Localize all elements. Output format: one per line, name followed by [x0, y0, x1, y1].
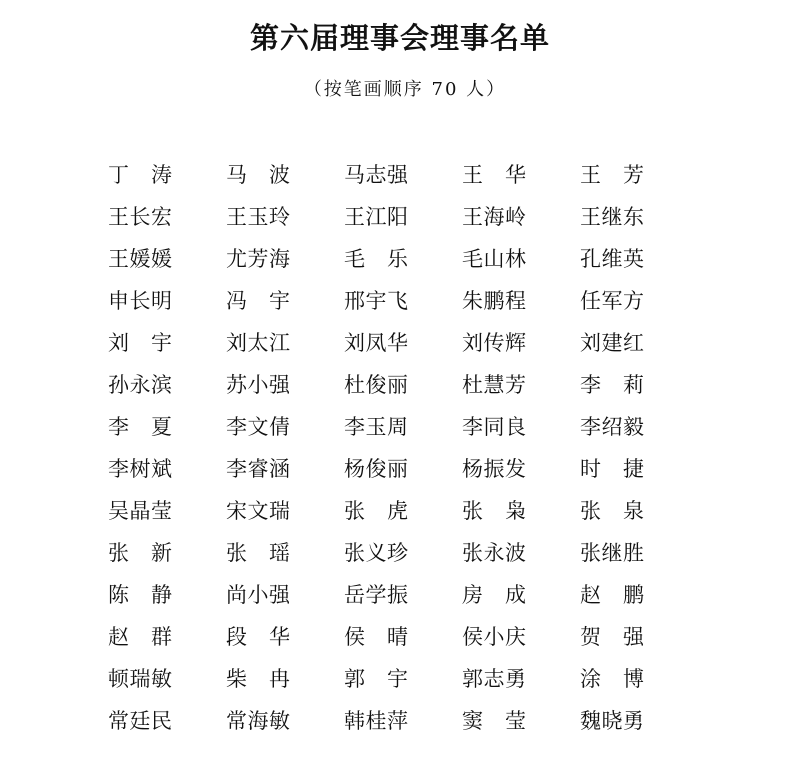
name-entry: 刘 凤 华 — [344, 331, 408, 355]
name-entry: 郭 志 勇 — [462, 667, 526, 691]
name-entry: 刘 传 辉 — [462, 331, 526, 355]
name-entry: 张 永 波 — [462, 541, 526, 565]
name-entry: 王 华 — [462, 163, 526, 187]
name-entry: 李 莉 — [580, 373, 644, 397]
name-entry: 申 长 明 — [108, 289, 172, 313]
name-entry: 尤 芳 海 — [226, 247, 290, 271]
name-entry: 顿 瑞 敏 — [108, 667, 172, 691]
name-entry: 李 睿 涵 — [226, 457, 290, 481]
name-entry: 刘 建 红 — [580, 331, 644, 355]
name-entry: 张 瑶 — [226, 541, 290, 565]
name-entry: 王 海 岭 — [462, 205, 526, 229]
name-entry: 王 玉 玲 — [226, 205, 290, 229]
name-entry: 毛 山 林 — [462, 247, 526, 271]
name-entry: 刘 宇 — [108, 331, 172, 355]
name-entry: 王 芳 — [580, 163, 644, 187]
name-entry: 宋 文 瑞 — [226, 499, 290, 523]
name-entry: 毛 乐 — [344, 247, 408, 271]
name-entry: 张 继 胜 — [580, 541, 644, 565]
name-entry: 张 虎 — [344, 499, 408, 523]
name-entry: 刘 太 江 — [226, 331, 290, 355]
name-entry: 杨 振 发 — [462, 457, 526, 481]
name-entry: 贺 强 — [580, 625, 644, 649]
page-title: 第六届理事会理事名单 — [249, 21, 550, 55]
name-entry: 王 长 宏 — [108, 205, 172, 229]
name-entry: 段 华 — [226, 625, 290, 649]
name-entry: 涂 博 — [580, 667, 644, 691]
name-entry: 魏 晓 勇 — [580, 709, 644, 733]
name-entry: 张 义 珍 — [344, 541, 408, 565]
name-entry: 杜 慧 芳 — [462, 373, 526, 397]
name-entry: 吴 晶 莹 — [108, 499, 172, 523]
name-entry: 赵 群 — [108, 625, 172, 649]
name-entry: 柴 冉 — [226, 667, 290, 691]
name-entry: 房 成 — [462, 583, 526, 607]
name-entry: 马 波 — [226, 163, 290, 187]
name-entry: 韩 桂 萍 — [344, 709, 408, 733]
page-subtitle: （按笔画顺序 70 人） — [303, 79, 507, 100]
name-entry: 孔 维 英 — [580, 247, 644, 271]
name-entry: 马 志 强 — [344, 163, 408, 187]
name-entry: 侯 晴 — [344, 625, 408, 649]
name-entry: 李 夏 — [108, 415, 172, 439]
name-entry: 郭 宇 — [344, 667, 408, 691]
name-entry: 侯 小 庆 — [462, 625, 526, 649]
name-entry: 尚 小 强 — [226, 583, 290, 607]
name-entry: 邢 宇 飞 — [344, 289, 408, 313]
name-entry: 李 树 斌 — [108, 457, 172, 481]
name-entry: 张 泉 — [580, 499, 644, 523]
name-entry: 张 枭 — [462, 499, 526, 523]
name-list — [108, 154, 698, 742]
name-entry: 李 绍 毅 — [580, 415, 644, 439]
name-entry: 杜 俊 丽 — [344, 373, 408, 397]
name-entry: 王 继 东 — [580, 205, 644, 229]
name-entry: 丁 涛 — [108, 163, 172, 187]
name-entry: 窦 莹 — [462, 709, 526, 733]
name-entry: 时 捷 — [580, 457, 644, 481]
name-entry: 王 江 阳 — [344, 205, 408, 229]
name-entry: 李 同 良 — [462, 415, 526, 439]
name-entry: 任 军 方 — [580, 289, 644, 313]
name-entry: 苏 小 强 — [226, 373, 290, 397]
name-entry: 岳 学 振 — [344, 583, 408, 607]
name-entry: 张 新 — [108, 541, 172, 565]
name-entry: 赵 鹏 — [580, 583, 644, 607]
name-entry: 朱 鹏 程 — [462, 289, 526, 313]
name-entry: 杨 俊 丽 — [344, 457, 408, 481]
name-entry: 李 文 倩 — [226, 415, 290, 439]
name-entry: 李 玉 周 — [344, 415, 408, 439]
name-entry: 孙 永 滨 — [108, 373, 172, 397]
name-entry: 王 媛 媛 — [108, 247, 172, 271]
name-entry: 陈 静 — [108, 583, 172, 607]
name-entry: 冯 宇 — [226, 289, 290, 313]
name-entry: 常 廷 民 — [108, 709, 172, 733]
name-entry: 常 海 敏 — [226, 709, 290, 733]
